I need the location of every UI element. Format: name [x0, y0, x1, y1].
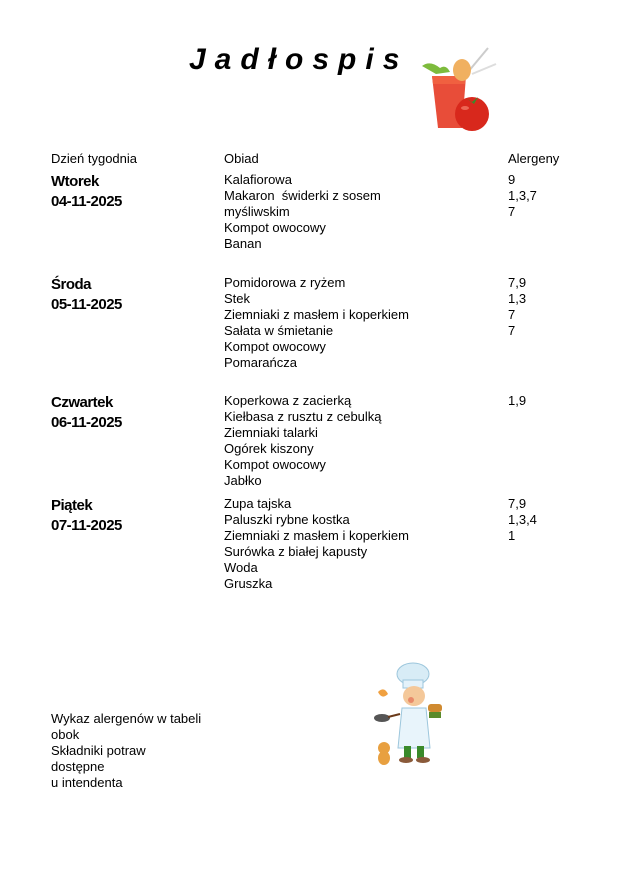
meal-item: Woda	[224, 560, 258, 575]
day-name: Czwartek	[51, 394, 113, 411]
meal-item: Gruszka	[224, 576, 273, 591]
note-line: u intendenta	[51, 775, 123, 790]
note-line: Wykaz alergenów w tabeli	[51, 711, 202, 726]
allergen-list	[508, 275, 526, 339]
day-date: 06-11-2025	[51, 414, 122, 431]
allergen-item: 1,3,4	[508, 512, 537, 527]
meal-item: Kalafiorowa	[224, 172, 292, 187]
day-row-wednesday	[51, 275, 122, 315]
meal-list	[224, 393, 382, 489]
meal-item: Banan	[224, 236, 262, 251]
allergen-list	[508, 172, 537, 220]
allergen-item: 1,3	[508, 291, 527, 306]
meal-item: myśliwskim	[224, 204, 290, 219]
meal-list	[224, 172, 381, 252]
day-row-thursday	[51, 393, 122, 433]
meal-item: Stek	[224, 291, 251, 306]
meal-item: Ziemniaki z masłem i koperkiem	[224, 528, 409, 543]
note-line: obok	[51, 727, 80, 742]
day-row-friday	[51, 496, 122, 536]
meal-item: Makaron świderki z sosem	[224, 188, 381, 203]
day-row-tuesday	[51, 172, 122, 212]
allergen-list	[508, 393, 526, 409]
meal-item: Sałata w śmietanie	[224, 323, 334, 338]
allergen-note	[51, 711, 201, 791]
meal-item: Kompot owocowy	[224, 220, 326, 235]
day-date: 05-11-2025	[51, 296, 122, 313]
meal-item: Pomidorowa z ryżem	[224, 275, 346, 290]
meal-item: Surówka z białej kapusty	[224, 544, 368, 559]
header-allergens: Alergeny	[508, 151, 560, 166]
meal-item: Kiełbasa z rusztu z cebulką	[224, 409, 382, 424]
day-name: Wtorek	[51, 173, 99, 190]
chef-image	[368, 660, 453, 770]
meal-item: Paluszki rybne kostka	[224, 512, 350, 527]
meal-item: Ogórek kiszony	[224, 441, 314, 456]
header-day: Dzień tygodnia	[51, 151, 137, 166]
allergen-item: 1,3,7	[508, 188, 537, 203]
meal-item: Pomarańcza	[224, 355, 297, 370]
tomato-juice-image	[410, 42, 510, 138]
day-date: 04-11-2025	[51, 193, 122, 210]
meal-item: Kompot owocowy	[224, 339, 326, 354]
meal-list	[224, 496, 409, 592]
meal-list	[224, 275, 409, 371]
meal-item: Zupa tajska	[224, 496, 292, 511]
meal-item: Ziemniaki z masłem i koperkiem	[224, 307, 409, 322]
note-line: dostępne	[51, 759, 105, 774]
page-title: Jadłospis	[189, 43, 409, 76]
meal-item: Jabłko	[224, 473, 262, 488]
meal-item: Ziemniaki talarki	[224, 425, 318, 440]
allergen-item: 7,9	[508, 275, 527, 290]
header-meal: Obiad	[224, 151, 259, 166]
day-date: 07-11-2025	[51, 517, 122, 534]
allergen-item: 1,9	[508, 393, 527, 408]
day-name: Środa	[51, 276, 92, 293]
allergen-item: 1	[508, 528, 516, 543]
allergen-item: 7	[508, 204, 516, 219]
allergen-list	[508, 496, 537, 544]
meal-item: Koperkowa z zacierką	[224, 393, 352, 408]
meal-item: Kompot owocowy	[224, 457, 326, 472]
allergen-item: 7,9	[508, 496, 527, 511]
day-name: Piątek	[51, 497, 93, 514]
allergen-item: 9	[508, 172, 516, 187]
allergen-item: 7	[508, 323, 516, 338]
allergen-item: 7	[508, 307, 516, 322]
note-line: Składniki potraw	[51, 743, 146, 758]
